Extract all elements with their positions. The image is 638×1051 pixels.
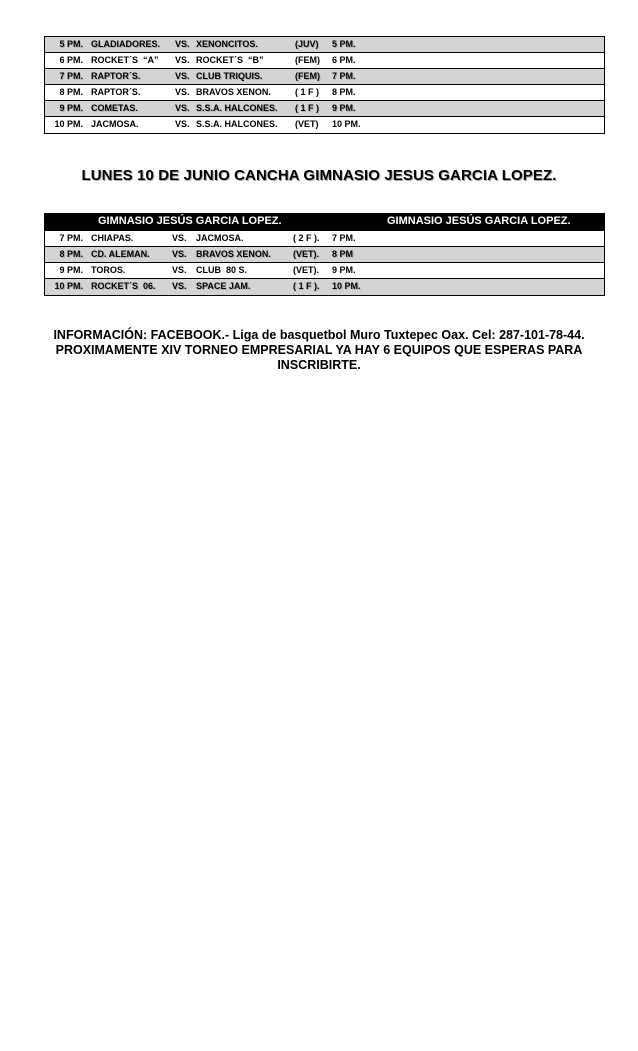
- category-label: ( 1 F ): [295, 87, 319, 97]
- match-time: 9 PM.: [59, 265, 83, 275]
- versus-label: VS.: [172, 249, 187, 259]
- match-time: 10 PM.: [54, 281, 83, 291]
- schedule-table-bottom: [44, 213, 605, 296]
- schedule-row: [45, 101, 604, 117]
- schedule-row: [45, 117, 604, 133]
- team-home: COMETAS.: [91, 103, 138, 113]
- team-away: ROCKET´S “B”: [196, 55, 264, 65]
- schedule-row: [45, 69, 604, 85]
- team-away: SPACE JAM.: [196, 281, 251, 291]
- schedule-row: [45, 263, 604, 279]
- category-label: ( 1 F ): [295, 103, 319, 113]
- category-label: (FEM): [295, 71, 320, 81]
- category-label: (FEM): [295, 55, 320, 65]
- info-line-announcement-end: INSCRIBIRTE.: [277, 358, 361, 372]
- team-home: ROCKET´S “A”: [91, 55, 159, 65]
- team-away: S.S.A. HALCONES.: [196, 119, 278, 129]
- team-home: RAPTOR´S.: [91, 71, 141, 81]
- category-label: (JUV): [295, 39, 319, 49]
- team-away: CLUB TRIQUIS.: [196, 71, 263, 81]
- venue-header-right: GIMNASIO JESÚS GARCIA LOPEZ.: [387, 215, 571, 227]
- category-label: ( 1 F ).: [293, 281, 320, 291]
- match-time-end: 10 PM.: [332, 281, 361, 291]
- versus-label: VS.: [175, 119, 190, 129]
- category-label: (VET).: [293, 265, 319, 275]
- team-home: GLADIADORES.: [91, 39, 161, 49]
- team-home: RAPTOR´S.: [91, 87, 141, 97]
- team-away: XENONCITOS.: [196, 39, 258, 49]
- info-block: [30, 328, 608, 373]
- team-home: JACMOSA.: [91, 119, 139, 129]
- category-label: (VET).: [293, 249, 319, 259]
- match-time: 8 PM.: [59, 249, 83, 259]
- team-away: CLUB 80 S.: [196, 265, 248, 275]
- schedule-row: [45, 247, 604, 263]
- venue-header: [45, 214, 604, 231]
- versus-label: VS.: [172, 281, 187, 291]
- schedule-row: [45, 85, 604, 101]
- schedule-row: [45, 279, 604, 295]
- category-label: ( 2 F ).: [293, 233, 320, 243]
- team-away: BRAVOS XENON.: [196, 249, 271, 259]
- versus-label: VS.: [172, 265, 187, 275]
- match-time: 10 PM.: [54, 119, 83, 129]
- versus-label: VS.: [172, 233, 187, 243]
- team-away: BRAVOS XENON.: [196, 87, 271, 97]
- versus-label: VS.: [175, 87, 190, 97]
- match-time-end: 9 PM.: [332, 103, 356, 113]
- match-time-end: 9 PM.: [332, 265, 356, 275]
- category-label: (VET): [295, 119, 319, 129]
- versus-label: VS.: [175, 71, 190, 81]
- match-time-end: 8 PM.: [332, 87, 356, 97]
- match-time-end: 6 PM.: [332, 55, 356, 65]
- versus-label: VS.: [175, 39, 190, 49]
- team-home: ROCKET´S 06.: [91, 281, 156, 291]
- info-line-contact: INFORMACIÓN: FACEBOOK.- Liga de basquetbol Muro Tuxtepec Oax. Cel: 287-101-78-44.: [53, 328, 585, 342]
- match-time: 9 PM.: [59, 103, 83, 113]
- versus-label: VS.: [175, 55, 190, 65]
- schedule-row: [45, 53, 604, 69]
- info-line-announcement: PROXIMAMENTE XIV TORNEO EMPRESARIAL YA HAY 6 EQUIPOS QUE ESPERAS PARA: [55, 343, 583, 357]
- versus-label: VS.: [175, 103, 190, 113]
- match-time: 7 PM.: [59, 71, 83, 81]
- schedule-row: [45, 37, 604, 53]
- schedule-table-top: [44, 36, 605, 134]
- match-time: 7 PM.: [59, 233, 83, 243]
- match-time-end: 5 PM.: [332, 39, 356, 49]
- match-time: 5 PM.: [59, 39, 83, 49]
- team-away: JACMOSA.: [196, 233, 244, 243]
- team-home: CHIAPAS.: [91, 233, 134, 243]
- match-time: 8 PM.: [59, 87, 83, 97]
- venue-header-left: GIMNASIO JESÚS GARCIA LOPEZ.: [98, 215, 282, 227]
- match-time-end: 7 PM.: [332, 233, 356, 243]
- team-home: TOROS.: [91, 265, 126, 275]
- team-away: S.S.A. HALCONES.: [196, 103, 278, 113]
- match-time-end: 10 PM.: [332, 119, 361, 129]
- match-time: 6 PM.: [59, 55, 83, 65]
- day-title: LUNES 10 DE JUNIO CANCHA GIMNASIO JESUS GARCIA LOPEZ.: [81, 167, 557, 184]
- match-time-end: 7 PM.: [332, 71, 356, 81]
- match-time-end: 8 PM: [332, 249, 354, 259]
- team-home: CD. ALEMAN.: [91, 249, 150, 259]
- schedule-row: [45, 231, 604, 247]
